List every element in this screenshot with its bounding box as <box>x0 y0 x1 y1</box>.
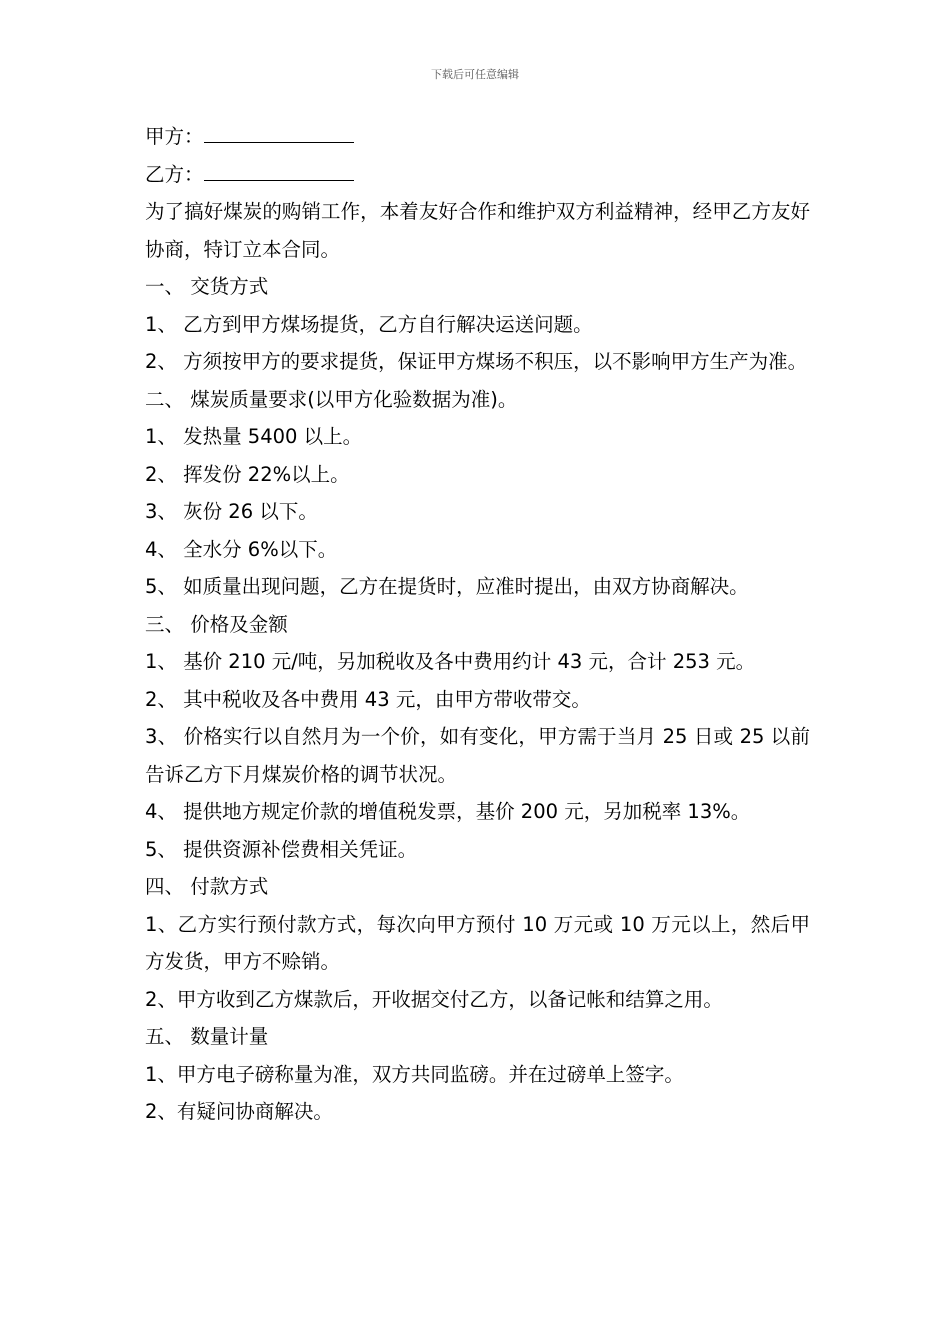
document-body <box>145 118 810 1131</box>
party-a-line <box>145 118 810 156</box>
section-quantity <box>145 1018 810 1131</box>
clause: 4、 提供地方规定价款的增值税发票，基价 200 元，另加税率 13%。 <box>145 800 751 823</box>
section-quality <box>145 381 810 606</box>
section-title: 一、 交货方式 <box>145 275 269 298</box>
party-b-label: 乙方： <box>145 162 204 186</box>
party-b-blank[interactable] <box>204 160 354 181</box>
clause: 3、 灰份 26 以下。 <box>145 500 318 523</box>
clause: 2、有疑问协商解决。 <box>145 1100 333 1123</box>
clause: 1、 发热量 5400 以上。 <box>145 425 363 448</box>
intro-paragraph: 为了搞好煤炭的购销工作，本着友好合作和维护双方利益精神，经甲乙方友好协商，特订立本合同。 <box>145 200 810 261</box>
clause: 2、 方须按甲方的要求提货，保证甲方煤场不积压，以不影响甲方生产为准。 <box>145 350 808 373</box>
section-delivery <box>145 268 810 381</box>
party-a-label: 甲方： <box>145 125 204 148</box>
clause: 2、 其中税收及各中费用 43 元，由甲方带收带交。 <box>145 687 591 711</box>
clause: 1、乙方实行预付款方式，每次向甲方预付 10 万元或 10 万元以上，然后甲方发货，甲方不赊销。 <box>145 912 810 973</box>
party-a-blank[interactable] <box>204 122 354 143</box>
party-b-line <box>145 156 810 194</box>
section-title: 二、 煤炭质量要求(以甲方化验数据为准)。 <box>145 387 518 411</box>
section-title: 三、 价格及金额 <box>145 612 288 636</box>
clause: 3、 价格实行以自然月为一个价，如有变化，甲方需于当月 25 日或 25 以前告诉乙方下月煤炭价格的调节状况。 <box>145 725 810 786</box>
section-title: 四、 付款方式 <box>145 875 269 898</box>
clause: 1、甲方电子磅称量为准，双方共同监磅。并在过磅单上签字。 <box>145 1062 684 1086</box>
clause: 1、 基价 210 元/吨，另加税收及各中费用约计 43 元，合计 253 元。 <box>145 650 756 673</box>
section-title: 五、 数量计量 <box>145 1025 269 1048</box>
page-header: 下载后可任意编辑 <box>431 68 519 81</box>
clause: 1、 乙方到甲方煤场提货，乙方自行解决运送问题。 <box>145 312 593 336</box>
clause: 5、 提供资源补偿费相关凭证。 <box>145 837 418 861</box>
clause: 2、甲方收到乙方煤款后，开收据交付乙方，以备记帐和结算之用。 <box>145 987 723 1011</box>
clause: 2、 挥发份 22%以上。 <box>145 462 350 486</box>
section-price <box>145 606 810 869</box>
clause: 5、 如质量出现问题，乙方在提货时，应准时提出，由双方协商解决。 <box>145 575 749 598</box>
section-payment <box>145 868 810 1018</box>
clause: 4、 全水分 6%以下。 <box>145 537 338 561</box>
